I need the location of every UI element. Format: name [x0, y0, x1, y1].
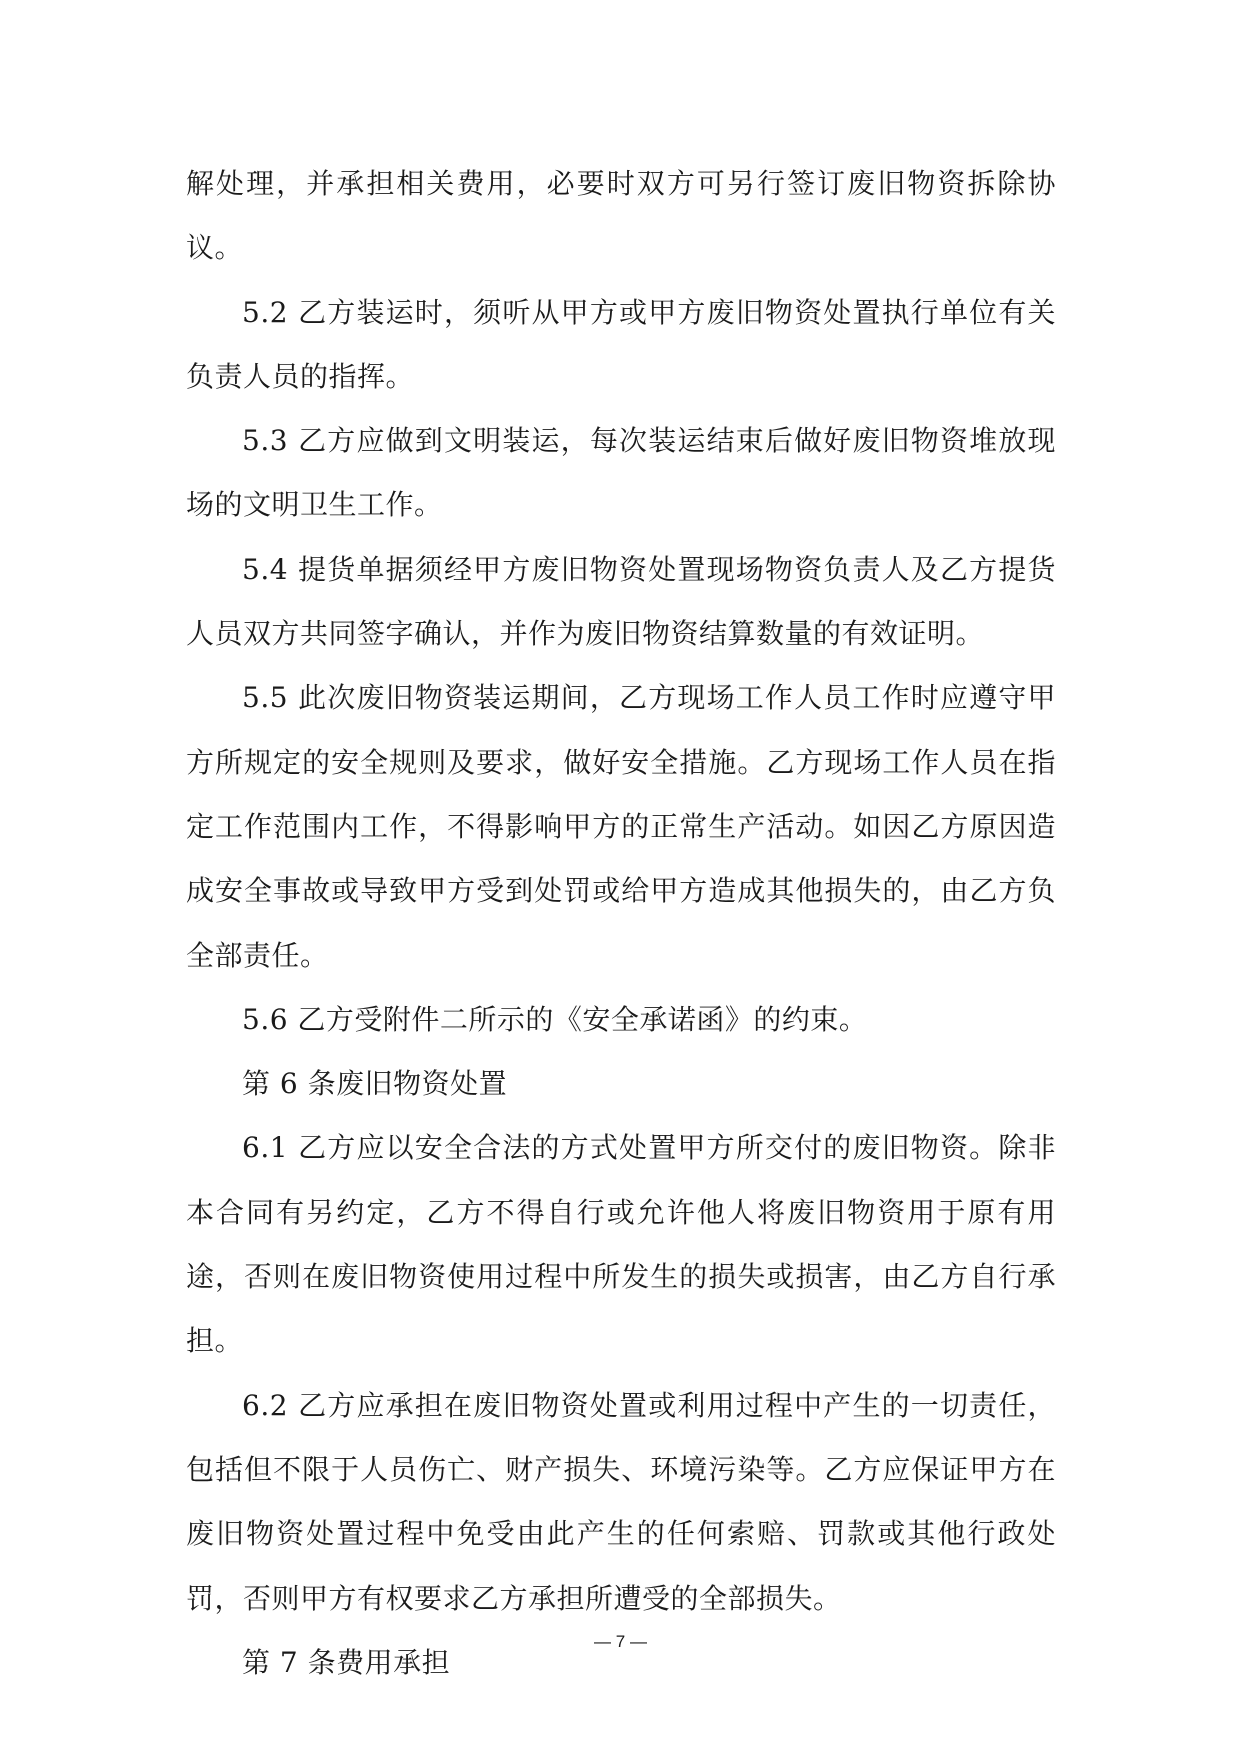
document-body: [186, 152, 1056, 1695]
clause-5-2: 5.2 乙方装运时，须听从甲方或甲方废旧物资处置执行单位有关负责人员的指挥。: [186, 295, 1056, 393]
article-7-heading: 第 7 条费用承担: [242, 1645, 451, 1679]
clause-5-6: 5.6 乙方受附件二所示的《安全承诺函》的约束。: [242, 1002, 868, 1036]
clause-5-5: 5.5 此次废旧物资装运期间，乙方现场工作人员工作时应遵守甲方所规定的安全规则及要求，做好安全措施。乙方现场工作人员在指定工作范围内工作，不得影响甲方的正常生产活动。如因乙方原因造成安全事故或导致甲方受到处罚或给甲方造成其他损失的，由乙方负全部责任。: [186, 681, 1056, 972]
clause-6-1: 6.1 乙方应以安全合法的方式处置甲方所交付的废旧物资。除非本合同有另约定，乙方不得自行或允许他人将废旧物资用于原有用途，否则在废旧物资使用过程中所发生的损失或损害，由乙方自行承担。: [186, 1131, 1056, 1358]
clause-5-4: 5.4 提货单据须经甲方废旧物资处置现场物资负责人及乙方提货人员双方共同签字确认，并作为废旧物资结算数量的有效证明。: [186, 552, 1056, 651]
article-6-heading: 第 6 条废旧物资处置: [242, 1067, 508, 1101]
clause-6-2: 6.2 乙方应承担在废旧物资处置或利用过程中产生的一切责任，包括但不限于人员伤亡、财产损失、环境污染等。乙方应保证甲方在废旧物资处置过程中免受由此产生的任何索赔、罚款或其他行政处罚，否则甲方有权要求乙方承担所遭受的全部损失。: [186, 1388, 1056, 1615]
clause-5-3: 5.3 乙方应做到文明装运，每次装运结束后做好废旧物资堆放现场的文明卫生工作。: [186, 424, 1056, 522]
page-number: — 7 —: [594, 1632, 647, 1651]
paragraph: 解处理，并承担相关费用，必要时双方可另行签订废旧物资拆除协议。: [186, 167, 1056, 265]
